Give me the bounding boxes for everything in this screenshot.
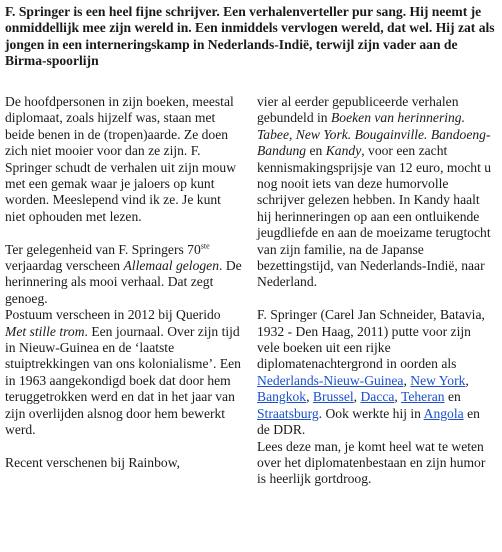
intro-text: F. Springer is een heel fijne schrijver. Een verhalenverteller pur sang. Hij neemt je onmiddellijk mee zijn wereld in. Een inmiddels vervlogen wereld, dat wel. Hij zat als jongen in een interneringskamp in Nederlands-Indië, terwijl zijn vader aan de Birma-spoorlijn [5, 4, 495, 69]
paragraph-main-characters: De hoofdpersonen in zijn boeken, meestal diplomaat, zoals hijzelf was, staan met beide benen in de (tropen)aarde. Ze doen zich niet mooier voor dan ze zijn. F. Springer schudt de verhalen uit zijn mouw met een gemak waar je jaloers op kunt worden. Meeslepend vind ik ze. Je kunt niet ophouden met lezen. [5, 94, 237, 224]
book-title-boeken-van-herinnering: Boeken van herinnering. Tabee, New York. Bougainville. Bandoeng-Bandung [257, 110, 491, 159]
left-column [5, 94, 243, 488]
paragraph-rainbow: Recent verschenen bij Rainbow, [5, 454, 181, 470]
right-column [257, 94, 495, 504]
book-title-met-stille-trom: Met stille trom [5, 323, 85, 339]
text: . De herinnering als mooi verhaal. Dat zegt genoeg. [5, 258, 242, 306]
separator: en [444, 389, 461, 405]
text: . Een journaal. Over zijn tijd in Nieuw-Guinea en de ‘laatste stuiptrekkingen van ons kolonialisme’. Een in 1963 aangekondigd boek dat door hem teruggetrokken werd en dat in het jaar van zijn overlijden alsnog door hem bewerkt werd. [5, 323, 241, 438]
paragraph-publications [5, 242, 243, 439]
text: Postuum verscheen in 2012 bij Querido [5, 307, 221, 323]
text: en de DDR. [257, 405, 480, 438]
text: . Ook werkte hij in [318, 405, 424, 421]
text: verjaardag verscheen [5, 258, 124, 274]
paragraph-kandy [257, 94, 495, 291]
link-angola[interactable]: Angola [423, 405, 464, 421]
text: F. Springer (Carel Jan Schneider, Batavia, 1932 - Den Haag, 2011) putte voor zijn vele boeken uit een rijke diplomatenachtergrond in oorden als [257, 307, 485, 372]
link-brussel[interactable]: Brussel [312, 389, 354, 405]
text: Lees deze man, je komt heel wat te weten over het diplomatenbestaan en zijn humor is heerlijk gortdroog. [257, 438, 486, 487]
text: Ter gelegenheid van F. Springers 70 [5, 241, 201, 257]
paragraph-biography [257, 307, 495, 487]
separator: , [306, 389, 313, 405]
text: vier al eerder gepubliceerde verhalen gebundeld in [257, 94, 459, 126]
separator: , [403, 372, 411, 388]
book-title-allemaal-gelogen: Allemaal gelogen [123, 258, 220, 274]
separator: , [353, 389, 361, 405]
book-title-kandy: Kandy [325, 143, 362, 159]
text: en [306, 143, 326, 159]
superscript: ste [200, 241, 210, 251]
link-teheran[interactable]: Teheran [400, 389, 445, 405]
link-straatsburg[interactable]: Straatsburg [257, 405, 319, 421]
link-new-york[interactable]: New York [410, 372, 466, 388]
separator: , [394, 389, 401, 405]
link-bangkok[interactable]: Bangkok [257, 389, 307, 405]
link-dacca[interactable]: Dacca [360, 389, 395, 405]
separator: , [465, 372, 469, 388]
text: , voor een zacht kennismakingsprijsje van 12 euro, mocht u nog nooit iets van deze humorvolle schrijver gelezen hebben. In Kandy haalt hij herinneringen op aan een ontluikende jeugdliefde en aan de moeizame terugtocht van zijn familie, na de Japanse bezettingstijd, van Nederlands-Indië, naar Nederland. [257, 143, 492, 290]
link-nederlands-nieuw-guinea[interactable]: Nederlands-Nieuw-Guinea [257, 372, 404, 388]
